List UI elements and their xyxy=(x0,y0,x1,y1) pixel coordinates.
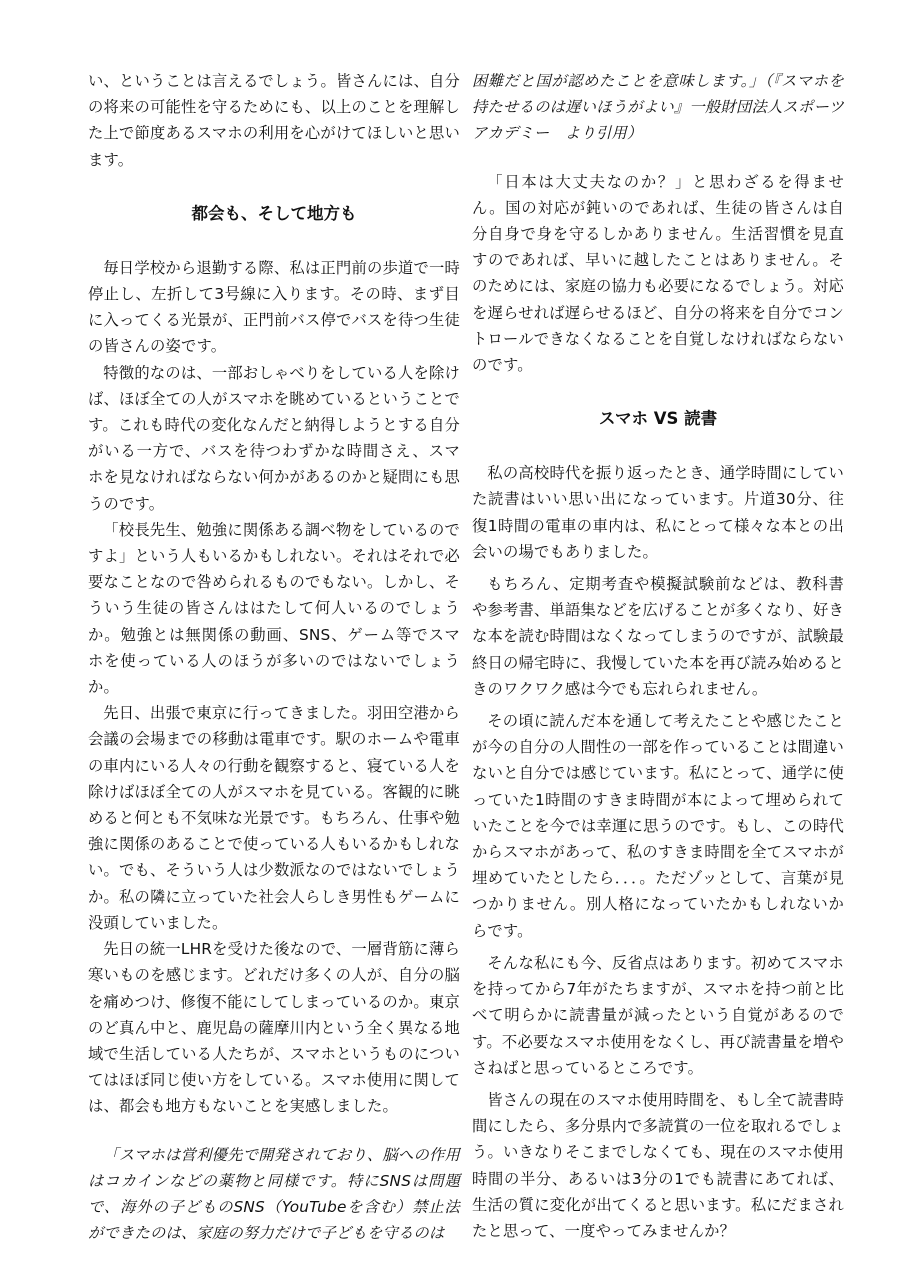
section-heading-city-and-country: 都会も、そして地方も xyxy=(191,203,357,223)
body-paragraph: 先日の統一LHRを受けた後なので、一層背筋に薄ら寒いものを感じます。どれだけ多くの人が、自分の脳を痛めつけ、修復不能にしてしまっているのか。東京のど真ん中と、鹿児島の薩摩川内という全く異なる地域で生活している人たちが、スマホというものについてはほぼ同じ使い方をしている。スマホ使用に関しては、都会も地方もないことを実感しました。 xyxy=(88,940,460,1116)
body-paragraph: その頃に読んだ本を通して考えたことや感じたことが今の自分の人間性の一部を作っていることは間違いないと自分では感じています。私にとって、通学に使っていた1時間のすきま時間が本によって埋められていたことを今では幸運に思うのです。もし、この時代からスマホがあって、私のすきま時間を全てスマホが埋めていたとしたら．．．。ただゾッとして、言葉が見つかりません。別人格になっていたかもしれないからです。 xyxy=(472,712,844,940)
intro-paragraph: い、ということは言えるでしょう。皆さんには、自分の将来の可能性を守るためにも、以上のことを理解した上で節度あるスマホの利用を心がけてほしいと思います。 xyxy=(88,72,460,169)
quote-continuation: 困難だと国が認めたことを意味します。」（『スマホを持たせるのは遅いほうがよい』一般財団法人スポーツアカデミー より引用） xyxy=(472,72,844,143)
body-paragraph: 「校長先生、勉強に関係ある調べ物をしているのですよ」という人もいるかもしれない。それはそれで必要なことなので咎められるものでもない。しかし、そういう生徒の皆さんははたして何人いるのでしょうか。勉強とは無関係の動画、SNS、ゲーム等でスマホを使っている人のほうが多いのではないでしょうか。 xyxy=(88,520,460,697)
body-paragraph: 皆さんの現在のスマホ使用時間を、もし全て読書時間にしたら、多分県内で多読賞の一位を取れるでしょう。いきなりそこまでしなくても、現在のスマホ使用時間の半分、あるいは3分の1でも読書にあてれば、生活の質に変化が出てくると思います。私にだまされたと思って、一度やってみませんか？ xyxy=(472,1090,844,1240)
body-paragraph: 「日本は大丈夫なのか？」と思わざるを得ません。国の対応が鈍いのであれば、生徒の皆さんは自分自身で身を守るしかありません。生活習慣を見直すのであれば、早いに越したことはありません。そのためには、家庭の協力も必要になるでしょう。対応を遅らせれば遅らせるほど、自分の将来を自分でコントロールできなくなることを自覚しなければならないのです。 xyxy=(472,172,844,375)
body-paragraph: 私の高校時代を振り返ったとき、通学時間にしていた読書はいい思い出になっています。片道30分、往復1時間の電車の車内は、私にとって様々な本との出会いの場でもありました。 xyxy=(472,464,844,561)
body-paragraph: 先日、出張で東京に行ってきました。羽田空港から会議の会場までの移動は電車です。駅のホームや電車の車内にいる人々の行動を観察すると、寝ている人を除けばほぼ全ての人がスマホを見ている。客観的に眺めると何とも不気味な光景です。もちろん、仕事や勉強に関係のあることで使っている人もいるかもしれない。でも、そういう人は少数派なのではないでしょうか。私の隣に立っていた社会人らしき男性もゲームに没頭していました。 xyxy=(88,704,460,932)
body-paragraph: 特徴的なのは、一部おしゃべりをしている人を除けば、ほぼ全ての人がスマホを眺めているということです。これも時代の変化なんだと納得しようとする自分がいる一方で、バスを待つわずかな時間さえ、スマホを見なければならない何かがあるのかと疑問にも思うのです。 xyxy=(88,363,460,513)
section-heading-smartphone-vs-reading: スマホ VS 読書 xyxy=(598,409,718,429)
left-column xyxy=(88,68,460,1246)
right-column xyxy=(472,68,844,1244)
quote-paragraph: 「スマホは営利優先で開発されており、脳への作用はコカインなどの薬物と同様です。特にSNSは問題で、海外の子どものSNS（YouTubeを含む）禁止法ができたのは、家庭の努力だけで子どもを守るのは xyxy=(88,1145,460,1243)
body-paragraph: もちろん、定期考査や模擬試験前などは、教科書や参考書、単語集などを広げることが多くなり、好きな本を読む時間はなくなってしまうのですが、試験最終日の帰宅時に、我慢していた本を再び読み始めるときのワクワク感は今でも忘れられません。 xyxy=(472,575,844,698)
body-paragraph: そんな私にも今、反省点はあります。初めてスマホを持ってから7年がたちますが、スマホを持つ前と比べて明らかに読書量が減ったという自覚があるのです。不必要なスマホ使用をなくし、再び読書量を増やさねばと思っているところです。 xyxy=(472,953,844,1077)
body-paragraph: 毎日学校から退勤する際、私は正門前の歩道で一時停止し、左折して3号線に入ります。その時、まず目に入ってくる光景が、正門前バス停でバスを待つ生徒の皆さんの姿です。 xyxy=(88,258,460,356)
